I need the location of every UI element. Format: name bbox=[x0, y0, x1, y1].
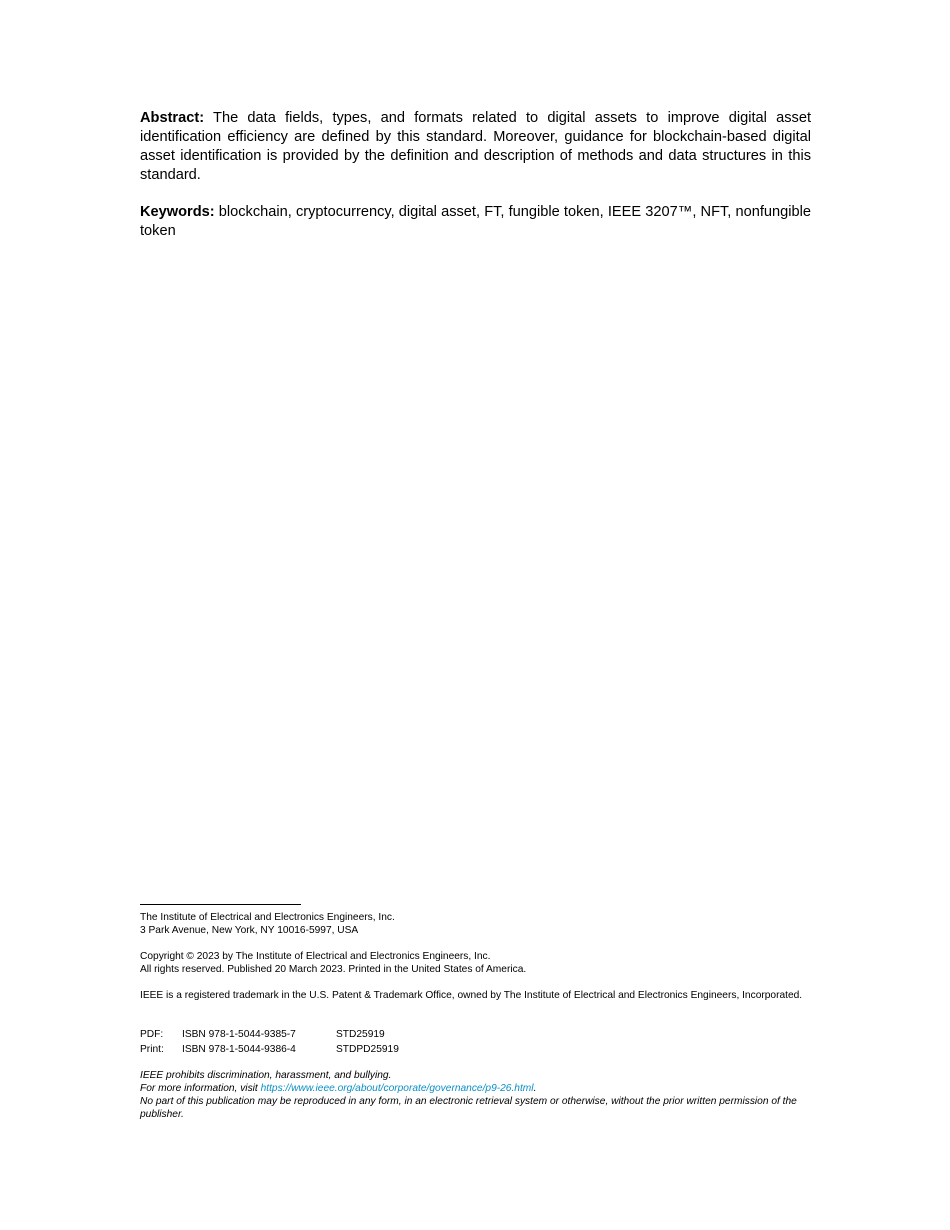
isbn-format: Print: bbox=[140, 1044, 164, 1055]
isbn-table bbox=[140, 1027, 812, 1057]
publisher-block bbox=[140, 911, 812, 937]
isbn-row-pdf bbox=[140, 1027, 812, 1042]
publisher-name: The Institute of Electrical and Electronics Engineers, Inc. bbox=[140, 912, 395, 923]
keywords-text: blockchain, cryptocurrency, digital asset, FT, fungible token, IEEE 3207™, NFT, nonfungible token bbox=[140, 204, 811, 239]
more-info-line bbox=[140, 1082, 812, 1095]
legal-notices bbox=[140, 1069, 812, 1121]
isbn-number: ISBN 978-1-5044-9385-7 bbox=[182, 1029, 296, 1040]
copyright-line: Copyright © 2023 by The Institute of Electrical and Electronics Engineers, Inc. bbox=[140, 951, 491, 962]
std-number: STDPD25919 bbox=[336, 1044, 399, 1055]
isbn-row-print bbox=[140, 1042, 812, 1057]
rights-line: All rights reserved. Published 20 March 2023. Printed in the United States of America. bbox=[140, 964, 527, 975]
policy-link[interactable]: https://www.ieee.org/about/corporate/governance/p9-26.html bbox=[260, 1083, 534, 1094]
abstract-text: The data fields, types, and formats related to digital assets to improve digital asset identification efficiency are defined by this standard. Moreover, guidance for blockchain-based digital asset identification is provided by the definition and description of methods and data structures in this standard. bbox=[140, 110, 811, 183]
trademark-text: IEEE is a registered trademark in the U.S. Patent & Trademark Office, owned by The Institute of Electrical and Electronics Engineers, Incorporated. bbox=[140, 990, 803, 1001]
footnote-divider bbox=[140, 904, 301, 905]
policy-notice: IEEE prohibits discrimination, harassment, and bullying. bbox=[140, 1070, 392, 1081]
abstract-paragraph bbox=[140, 109, 811, 185]
keywords-label: Keywords: bbox=[140, 204, 215, 220]
reproduction-notice: No part of this publication may be reproduced in any form, in an electronic retrieval system or otherwise, without the prior written permission of the publisher. bbox=[140, 1096, 797, 1120]
trademark-notice bbox=[140, 989, 812, 1002]
isbn-number: ISBN 978-1-5044-9386-4 bbox=[182, 1044, 296, 1055]
more-info-prefix: For more information, visit bbox=[140, 1083, 261, 1094]
isbn-format: PDF: bbox=[140, 1029, 164, 1040]
std-number: STD25919 bbox=[336, 1029, 385, 1040]
publisher-address: 3 Park Avenue, New York, NY 10016-5997, USA bbox=[140, 925, 359, 936]
copyright-block bbox=[140, 950, 812, 976]
more-info-suffix: . bbox=[533, 1083, 537, 1094]
abstract-label: Abstract: bbox=[140, 110, 205, 126]
keywords-paragraph bbox=[140, 203, 811, 241]
